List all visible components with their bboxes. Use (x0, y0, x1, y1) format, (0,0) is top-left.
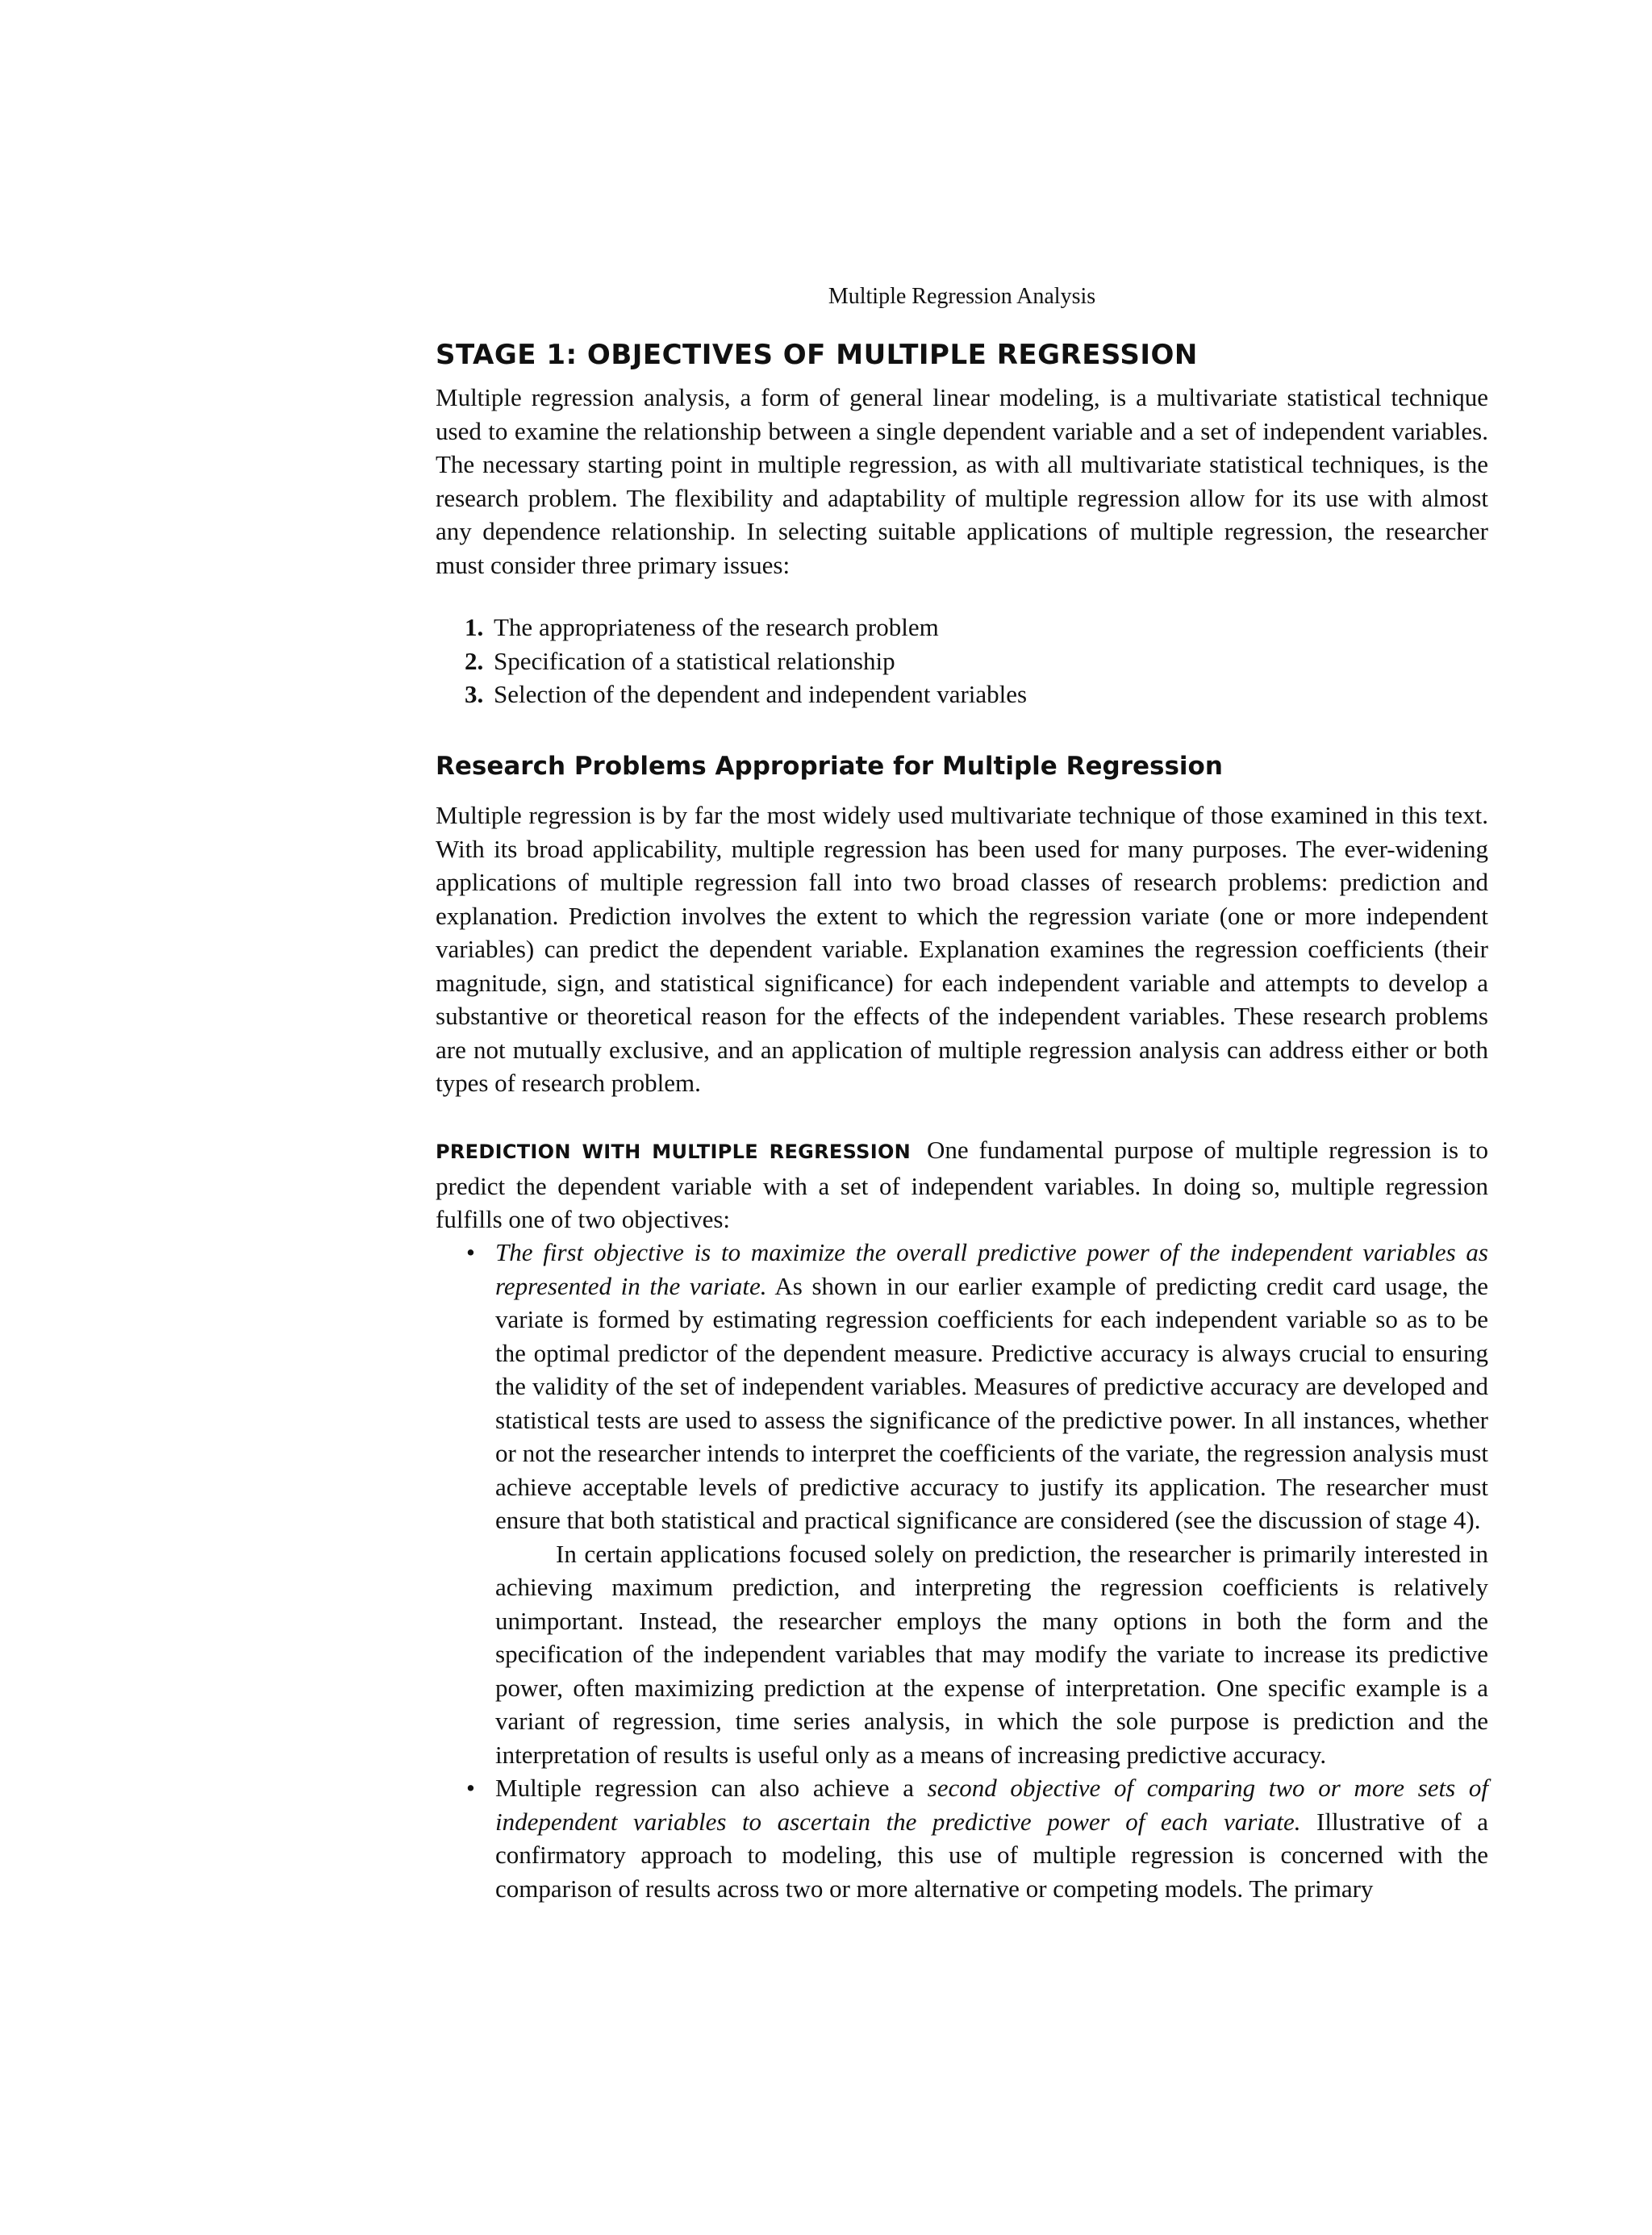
emphasis-text: The first objective is to maximize the overall predictive power of the independent variables as represented in the variate. (495, 1238, 1488, 1300)
prediction-text: One fundamental purpose of multiple regression is to predict the dependent variable with a set of independent variables. In doing so, multiple regression fulfills one of two objectives: (436, 1136, 1488, 1233)
list-number: 2. (465, 646, 484, 675)
issues-numbered-list (465, 611, 1481, 711)
list-item (465, 611, 1481, 644)
list-item-text: Selection of the dependent and independent variables (494, 680, 1028, 708)
list-number: 3. (465, 680, 484, 708)
bullet-text: Multiple regression can also achieve a (495, 1774, 928, 1802)
bullet-icon: • (466, 1774, 475, 1802)
emphasis-text: second objective of comparing two or more sets of independent variables to ascertain the predictive power of each variate. (495, 1774, 1489, 1836)
list-item (466, 1771, 1488, 1905)
bullet-icon: • (466, 1238, 475, 1266)
section-heading-research-problems: Research Problems Appropriate for Multiple Regression (436, 752, 1223, 781)
bullet-paragraph (495, 1771, 1488, 1905)
intro-paragraph: Multiple regression analysis, a form of general linear modeling, is a multivariate statistical technique used to examine the relationship between a single dependent variable and a set of independent variables. The necessary starting point in multiple regression, as with all multivariate statistical techniques, is the research problem. The flexibility and adaptability of multiple regression allow for its use with almost any dependence relationship. In selecting suitable applications of multiple regression, the researcher must consider three primary issues: (436, 383, 1488, 579)
objectives-bullet-list (466, 1236, 1488, 1905)
list-item (466, 1236, 1488, 1771)
list-number: 1. (465, 613, 484, 641)
list-item (465, 678, 1481, 711)
bullet-text: As shown in our earlier example of predicting credit card usage, the variate is formed by estimating regression coefficients for each independent variable so as to be the optimal predictor of the dependent measure. Predictive accuracy is always crucial to ensuring the validity of the set of independent variables. Measures of predictive accuracy are developed and statistical tests are used to assess the significance of the predictive power. In all instances, whether or not the researcher intends to interpret the coefficients of the variate, the regression analysis must achieve acceptable levels of predictive accuracy to justify its application. The researcher must ensure that both statistical and practical significance are considered (see the discussion of stage 4). (495, 1271, 1488, 1534)
section-heading-stage-1: STAGE 1: OBJECTIVES OF MULTIPLE REGRESSION (436, 339, 1198, 371)
list-item-text: The appropriateness of the research problem (494, 613, 939, 641)
research-paragraph: Multiple regression is by far the most widely used multivariate technique of those examined in this text. With its broad applicability, multiple regression has been used for many purposes. The ever-widening applications of multiple regression fall into two broad classes of research problems: prediction and explanation. Prediction involves the extent to which the regression variate (one or more independent variables) can predict the dependent variable. Explanation examines the regression coefficients (their magnitude, sign, and statistical significance) for each independent variable and attempts to develop a substantive or theoretical reason for the effects of the independent variables. These research problems are not mutually exclusive, and an application of multiple regression analysis can address either or both types of research problem. (436, 801, 1488, 1097)
list-item-text: Specification of a statistical relationship (494, 646, 895, 675)
bullet-paragraph: In certain applications focused solely on prediction, the researcher is primarily interested in achieving maximum prediction, and interpreting the regression coefficients is relatively unimportant. Instead, the researcher employs the many options in both the form and the specification of the independent variables that may modify the variate to increase its predictive power, often maximizing prediction at the expense of interpretation. One specific example is a variant of regression, time series analysis, in which the sole purpose is prediction and the interpretation of results is useful only as a means of increasing predictive accuracy. (495, 1539, 1488, 1769)
run-in-heading: PREDICTION WITH MULTIPLE REGRESSION (436, 1140, 912, 1163)
list-item (465, 644, 1481, 678)
prediction-paragraph (436, 1133, 1488, 1236)
bullet-text: Illustrative of a confirmatory approach to modeling, this use of multiple regression is concerned with the comparison of results across two or more alternative or competing models. The primary (495, 1807, 1488, 1903)
running-head: Multiple Regression Analysis (828, 284, 1096, 309)
bullet-paragraph (495, 1236, 1488, 1537)
